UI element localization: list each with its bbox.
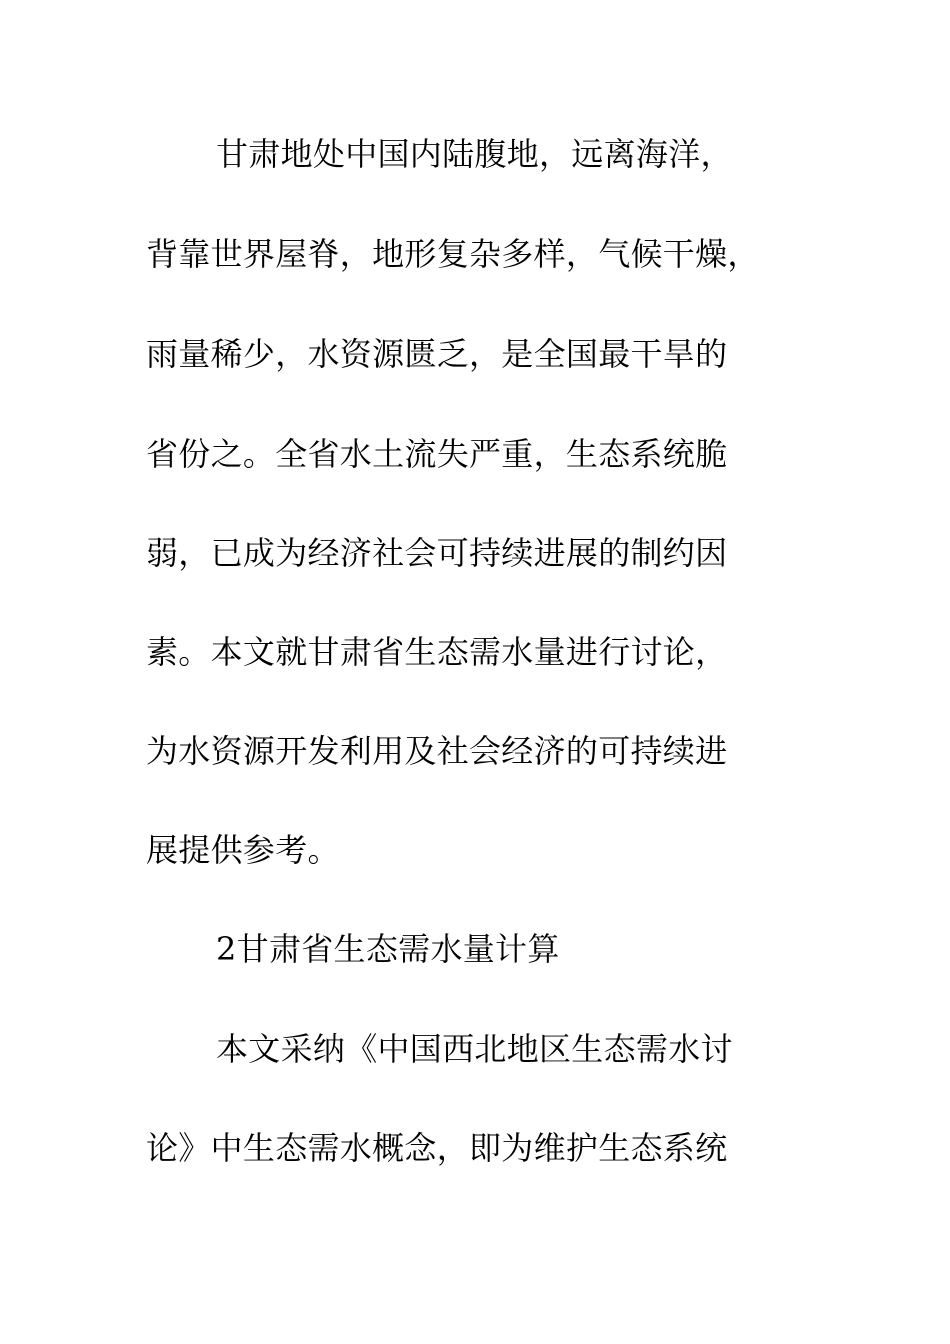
paragraph-line: 弱，已成为经济社会可持续进展的制约因 xyxy=(146,534,728,572)
paragraph-line: 论》中生态需水概念，即为维护生态系统 xyxy=(146,1129,728,1167)
paragraph-line: 为水资源开发利用及社会经济的可持续进 xyxy=(146,732,728,770)
paragraph-line: 素。本文就甘肃省生态需水量进行讨论， xyxy=(146,633,728,671)
paragraph-line: 甘肃地处中国内陆腹地，远离海洋， xyxy=(216,135,733,173)
paragraph-line: 本文采纳《中国西北地区生态需水讨 xyxy=(216,1030,733,1068)
paragraph-line: 背靠世界屋脊，地形复杂多样，气候干燥， xyxy=(146,235,760,273)
paragraph-line: 展提供参考。 xyxy=(146,831,340,869)
paragraph-line: 雨量稀少，水资源匮乏，是全国最干旱的 xyxy=(146,335,728,373)
paragraph-line: 省份之。全省水土流失严重，生态系统脆 xyxy=(146,435,728,473)
section-heading: 2甘肃省生态需水量计算 xyxy=(216,930,560,968)
